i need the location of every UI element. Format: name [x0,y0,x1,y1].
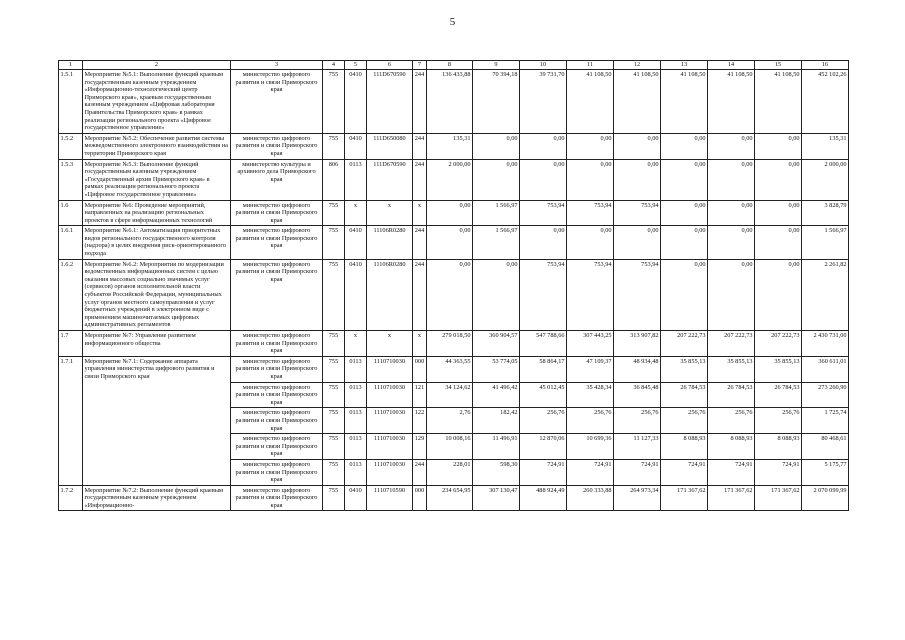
cell-c8: 0,00 [427,200,473,226]
cell-c15: 0,00 [755,226,802,259]
activity-name: Мероприятие №5.1: Выполнение функций краевым государственным казенным учреждением «Информационно-технологический центр Приморского края», краевым государственным казенным учреждением «Цифровая лаборатория Правительства Приморского края» в рамках реализации регионального проекта «Цифровое государственное управление» [83,70,231,134]
cell-c13: 724,91 [661,459,708,485]
cell-c6: x [367,200,413,226]
cell-c14: 0,00 [708,200,755,226]
cell-c13: 41 108,50 [661,70,708,134]
cell-c5: x [345,200,367,226]
cell-c11: 260 333,88 [567,485,614,511]
cell-c15: 8 088,93 [755,434,802,460]
activity-name: Мероприятие №5.2: Обеспечение развития системы межведомственного электронного взаимодействия на территории Приморского края [83,133,231,159]
cell-c6: 11106R0280 [367,226,413,259]
cell-c14: 0,00 [708,226,755,259]
cell-c6: 11106R0280 [367,259,413,330]
cell-c5: 0410 [345,133,367,159]
table-row [59,159,849,200]
cell-c14: 0,00 [708,159,755,200]
cell-c7: 244 [413,133,427,159]
cell-c10: 547 788,66 [520,331,567,357]
responsible-executor: министерство цифрового развития и связи Приморского края [231,356,323,382]
activity-name: Мероприятие №7: Управление развитием информационного общества [83,331,231,357]
cell-c12: 313 907,82 [614,331,661,357]
cell-c16: 452 102,26 [802,70,849,134]
responsible-executor: министерство цифрового развития и связи Приморского края [231,331,323,357]
cell-c10: 488 924,49 [520,485,567,511]
cell-c16: 2 430 731,00 [802,331,849,357]
cell-c8: 10 008,16 [427,434,473,460]
cell-c13: 0,00 [661,259,708,330]
cell-c12: 753,94 [614,200,661,226]
table-row [59,133,849,159]
cell-c8: 234 654,95 [427,485,473,511]
cell-c7: 244 [413,459,427,485]
activity-name: Мероприятие №5.3: Выполнение функций государственным казенным учреждением «Государственный архив Приморского края» в рамках реализации регионального проекта «Цифровое государственное управление» [83,159,231,200]
cell-c10: 39 731,70 [520,70,567,134]
column-header: 4 [323,61,345,70]
table-row [59,331,849,357]
cell-c16: 135,31 [802,133,849,159]
cell-c4: 755 [323,133,345,159]
cell-c15: 207 222,73 [755,331,802,357]
cell-c5: 0410 [345,259,367,330]
cell-c6: 1110710030 [367,408,413,434]
activity-name: Мероприятие №6.1: Автоматизация приоритетных видов регионального государственного контроля (надзора) в целях внедрения риск-ориентированного подхода [83,226,231,259]
column-header: 15 [755,61,802,70]
cell-c10: 724,91 [520,459,567,485]
column-header: 1 [59,61,83,70]
activity-name: Мероприятие №7.2: Выполнение функций краевым государственным казенным учреждением «Информационно- [83,485,231,511]
cell-c10: 12 870,06 [520,434,567,460]
cell-c11: 41 108,50 [567,70,614,134]
cell-c4: 755 [323,356,345,382]
cell-c13: 26 784,53 [661,382,708,408]
cell-c12: 11 127,33 [614,434,661,460]
cell-c16: 2 070 099,99 [802,485,849,511]
cell-c14: 35 855,13 [708,356,755,382]
cell-c9: 598,30 [473,459,520,485]
table-row [59,485,849,511]
cell-c7: 244 [413,259,427,330]
cell-c6: 111D670590 [367,159,413,200]
cell-c16: 3 828,79 [802,200,849,226]
cell-c13: 8 088,93 [661,434,708,460]
cell-c9: 0,00 [473,259,520,330]
cell-c11: 10 699,36 [567,434,614,460]
cell-c9: 307 130,47 [473,485,520,511]
cell-c10: 0,00 [520,133,567,159]
column-header: 12 [614,61,661,70]
cell-c16: 1 566,97 [802,226,849,259]
cell-c4: 806 [323,159,345,200]
cell-c6: 111D650080 [367,133,413,159]
cell-c16: 1 725,74 [802,408,849,434]
cell-c16: 360 611,01 [802,356,849,382]
item-number: 1.5.3 [59,159,83,200]
cell-c15: 0,00 [755,259,802,330]
responsible-executor: министерство цифрового развития и связи Приморского края [231,459,323,485]
cell-c8: 228,01 [427,459,473,485]
cell-c14: 8 088,93 [708,434,755,460]
cell-c5: 0410 [345,226,367,259]
cell-c13: 171 367,62 [661,485,708,511]
cell-c16: 2 000,00 [802,159,849,200]
cell-c16: 273 260,90 [802,382,849,408]
cell-c6: x [367,331,413,357]
cell-c4: 755 [323,226,345,259]
cell-c5: 0113 [345,408,367,434]
column-header: 8 [427,61,473,70]
column-header: 7 [413,61,427,70]
responsible-executor: министерство цифрового развития и связи Приморского края [231,259,323,330]
cell-c13: 0,00 [661,159,708,200]
column-header: 14 [708,61,755,70]
item-number: 1.5.1 [59,70,83,134]
responsible-executor: министерство цифрового развития и связи Приморского края [231,200,323,226]
cell-c13: 35 855,13 [661,356,708,382]
cell-c6: 111D670590 [367,70,413,134]
activity-name: Мероприятие №6: Проведение мероприятий, направленных на реализацию региональных проектов в сфере информационных технологий [83,200,231,226]
cell-c8: 2,76 [427,408,473,434]
cell-c8: 0,00 [427,226,473,259]
table-body [59,70,849,511]
cell-c10: 45 012,45 [520,382,567,408]
cell-c5: 0113 [345,159,367,200]
column-header: 9 [473,61,520,70]
cell-c9: 70 394,18 [473,70,520,134]
cell-c5: 0113 [345,356,367,382]
cell-c6: 1110710030 [367,459,413,485]
item-number: 1.7 [59,331,83,357]
table-row [59,226,849,259]
item-number: 1.7.1 [59,356,83,485]
responsible-executor: министерство цифрового развития и связи Приморского края [231,434,323,460]
cell-c11: 0,00 [567,159,614,200]
cell-c7: 000 [413,356,427,382]
cell-c12: 48 934,48 [614,356,661,382]
activity-name: Мероприятие №7.1: Содержание аппарата управления министерства цифрового развития и связи Приморского края [83,356,231,485]
cell-c13: 0,00 [661,133,708,159]
cell-c5: 0410 [345,485,367,511]
cell-c16: 5 175,77 [802,459,849,485]
cell-c13: 256,76 [661,408,708,434]
responsible-executor: министерство цифрового развития и связи Приморского края [231,408,323,434]
cell-c12: 256,76 [614,408,661,434]
cell-c9: 1 566,97 [473,226,520,259]
cell-c16: 2 261,82 [802,259,849,330]
cell-c6: 1110710030 [367,434,413,460]
cell-c10: 58 864,17 [520,356,567,382]
cell-c7: 121 [413,382,427,408]
cell-c14: 41 108,50 [708,70,755,134]
cell-c11: 0,00 [567,226,614,259]
cell-c14: 26 784,53 [708,382,755,408]
cell-c15: 0,00 [755,200,802,226]
cell-c11: 753,94 [567,200,614,226]
cell-c7: 244 [413,159,427,200]
item-number: 1.6.1 [59,226,83,259]
cell-c6: 1110710030 [367,356,413,382]
cell-c8: 44 363,55 [427,356,473,382]
cell-c7: 129 [413,434,427,460]
cell-c15: 724,91 [755,459,802,485]
cell-c8: 2 000,00 [427,159,473,200]
cell-c11: 724,91 [567,459,614,485]
cell-c11: 256,76 [567,408,614,434]
column-header: 6 [367,61,413,70]
responsible-executor: министерство цифрового развития и связи Приморского края [231,485,323,511]
cell-c10: 753,94 [520,259,567,330]
cell-c7: 244 [413,70,427,134]
cell-c15: 256,76 [755,408,802,434]
column-header: 5 [345,61,367,70]
cell-c12: 0,00 [614,133,661,159]
column-header: 16 [802,61,849,70]
cell-c8: 279 018,50 [427,331,473,357]
cell-c13: 207 222,73 [661,331,708,357]
cell-c16: 80 468,61 [802,434,849,460]
column-header: 3 [231,61,323,70]
responsible-executor: министерство цифрового развития и связи Приморского края [231,70,323,134]
cell-c14: 0,00 [708,259,755,330]
cell-c7: 122 [413,408,427,434]
cell-c5: x [345,331,367,357]
responsible-executor: министерство культуры и архивного дела Приморского края [231,159,323,200]
table-row [59,259,849,330]
cell-c9: 1 566,97 [473,200,520,226]
cell-c12: 724,91 [614,459,661,485]
table-row [59,200,849,226]
cell-c10: 0,00 [520,159,567,200]
cell-c6: 1110710590 [367,485,413,511]
cell-c4: 755 [323,70,345,134]
page-number: 5 [449,16,456,28]
responsible-executor: министерство цифрового развития и связи Приморского края [231,382,323,408]
cell-c15: 0,00 [755,133,802,159]
cell-c4: 755 [323,382,345,408]
item-number: 1.6.2 [59,259,83,330]
cell-c9: 0,00 [473,159,520,200]
cell-c9: 0,00 [473,133,520,159]
cell-c8: 135,31 [427,133,473,159]
cell-c5: 0113 [345,382,367,408]
header-row [59,61,849,70]
cell-c9: 41 496,42 [473,382,520,408]
cell-c9: 53 774,05 [473,356,520,382]
cell-c11: 0,00 [567,133,614,159]
cell-c12: 0,00 [614,159,661,200]
cell-c11: 753,94 [567,259,614,330]
cell-c11: 47 109,37 [567,356,614,382]
cell-c14: 256,76 [708,408,755,434]
column-header: 10 [520,61,567,70]
responsible-executor: министерство цифрового развития и связи Приморского края [231,226,323,259]
cell-c13: 0,00 [661,200,708,226]
cell-c14: 0,00 [708,133,755,159]
item-number: 1.6 [59,200,83,226]
item-number: 1.5.2 [59,133,83,159]
cell-c12: 36 845,48 [614,382,661,408]
column-header: 11 [567,61,614,70]
cell-c10: 0,00 [520,226,567,259]
cell-c7: 000 [413,485,427,511]
cell-c4: 755 [323,331,345,357]
cell-c10: 256,76 [520,408,567,434]
cell-c7: 244 [413,226,427,259]
cell-c14: 207 222,73 [708,331,755,357]
cell-c9: 360 904,57 [473,331,520,357]
cell-c4: 755 [323,485,345,511]
cell-c4: 755 [323,434,345,460]
cell-c6: 1110710030 [367,382,413,408]
cell-c13: 0,00 [661,226,708,259]
cell-c12: 41 108,50 [614,70,661,134]
cell-c15: 0,00 [755,159,802,200]
cell-c7: x [413,331,427,357]
cell-c14: 171 367,62 [708,485,755,511]
responsible-executor: министерство цифрового развития и связи Приморского края [231,133,323,159]
cell-c4: 755 [323,459,345,485]
cell-c12: 264 973,34 [614,485,661,511]
item-number: 1.7.2 [59,485,83,511]
cell-c5: 0410 [345,70,367,134]
cell-c15: 171 367,62 [755,485,802,511]
budget-table [58,60,849,511]
cell-c4: 755 [323,200,345,226]
cell-c7: x [413,200,427,226]
cell-c15: 35 855,13 [755,356,802,382]
column-header: 13 [661,61,708,70]
cell-c9: 11 496,91 [473,434,520,460]
column-header: 2 [83,61,231,70]
cell-c11: 35 428,34 [567,382,614,408]
cell-c4: 755 [323,259,345,330]
table-row [59,70,849,134]
cell-c8: 34 124,62 [427,382,473,408]
cell-c9: 182,42 [473,408,520,434]
cell-c5: 0113 [345,434,367,460]
cell-c15: 41 108,50 [755,70,802,134]
cell-c8: 136 433,88 [427,70,473,134]
cell-c14: 724,91 [708,459,755,485]
cell-c8: 0,00 [427,259,473,330]
cell-c5: 0113 [345,459,367,485]
table-row [59,356,849,382]
cell-c4: 755 [323,408,345,434]
cell-c12: 0,00 [614,226,661,259]
cell-c11: 307 443,25 [567,331,614,357]
cell-c12: 753,94 [614,259,661,330]
cell-c10: 753,94 [520,200,567,226]
cell-c15: 26 784,53 [755,382,802,408]
activity-name: Мероприятие №6.2: Мероприятия по модернизации ведомственных информационных систем с целью оказания массовых социально значимых услуг (сервисов) органов исполнительной власти субъектов Российской Федерации, муниципальных услуг органов местного самоуправления и услуг бюджетных учреждений в электронном виде с применением машиночитаемых цифровых административных регламентов [83,259,231,330]
